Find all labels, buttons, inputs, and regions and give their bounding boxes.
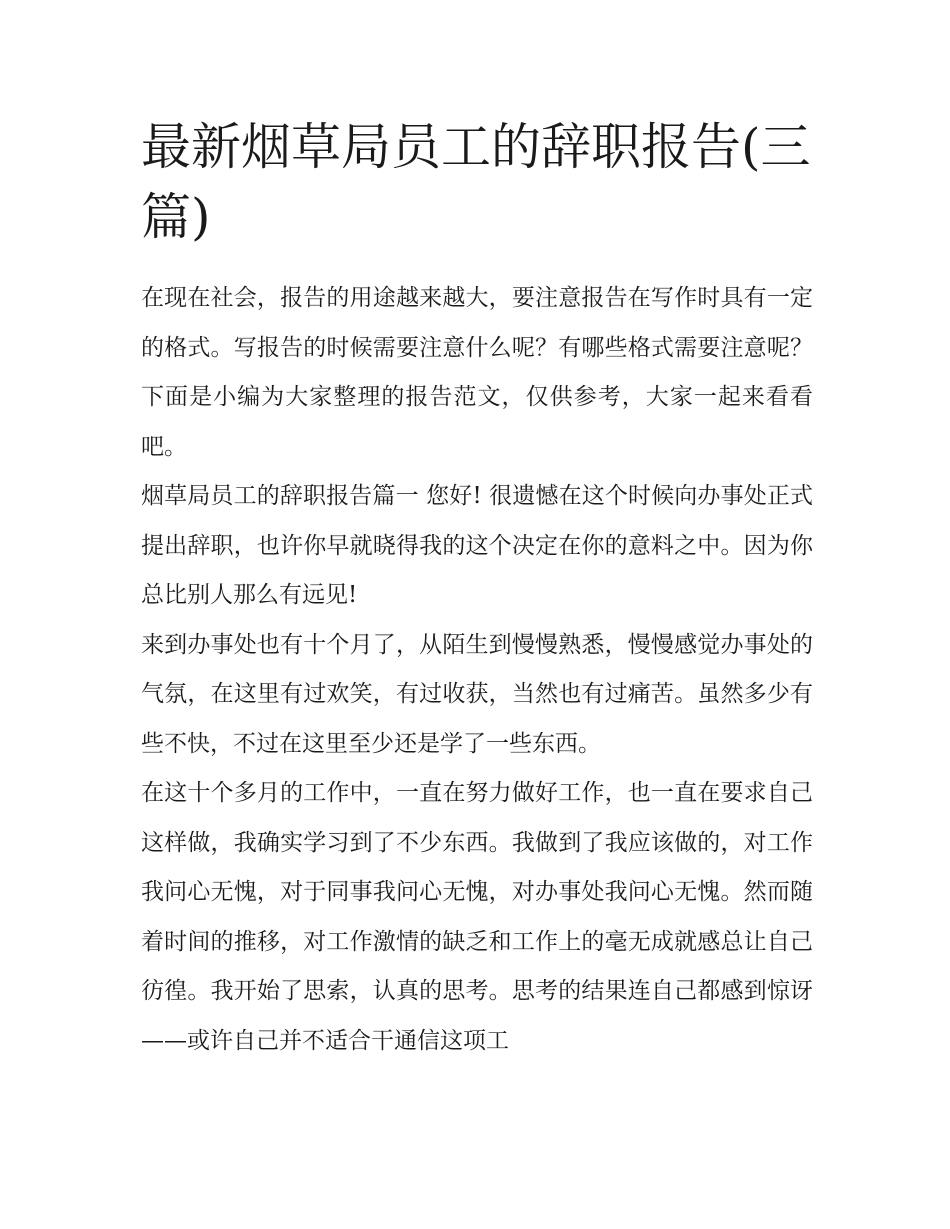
intro-paragraph: 在现在社会，报告的用途越来越大，要注意报告在写作时具有一定的格式。写报告的时候需要注意什么呢？有哪些格式需要注意呢？下面是小编为大家整理的报告范文，仅供参考，大家一起来看看吧。 bbox=[141, 285, 813, 460]
body-paragraph: 烟草局员工的辞职报告篇一 您好! 很遗憾在这个时候向办事处正式提出辞职，也许你早就晓得我的这个决定在你的意料之中。因为你总比别人那么有远见! bbox=[141, 483, 813, 608]
body-paragraph: 来到办事处也有十个月了，从陌生到慢慢熟悉，慢慢感觉办事处的气氛，在这里有过欢笑，有过收获，当然也有过痛苦。虽然多少有些不快，不过在这里至少还是学了一些东西。 bbox=[141, 631, 813, 757]
body-paragraph: 在这十个多月的工作中，一直在努力做好工作，也一直在要求自己这样做，我确实学习到了不少东西。我做到了我应该做的，对工作我问心无愧，对于同事我问心无愧，对办事处我问心无愧。然而随着时间的推移，对工作激情的缺乏和工作上的毫无成就感总让自己彷徨。我开始了思索，认真的思考。思考的结果连自己都感到惊讶——或许自己并不适合干通信这项工 bbox=[141, 780, 813, 1054]
document-page bbox=[141, 112, 813, 1066]
document-title: 最新烟草局员工的辞职报告(三篇) bbox=[141, 118, 811, 246]
